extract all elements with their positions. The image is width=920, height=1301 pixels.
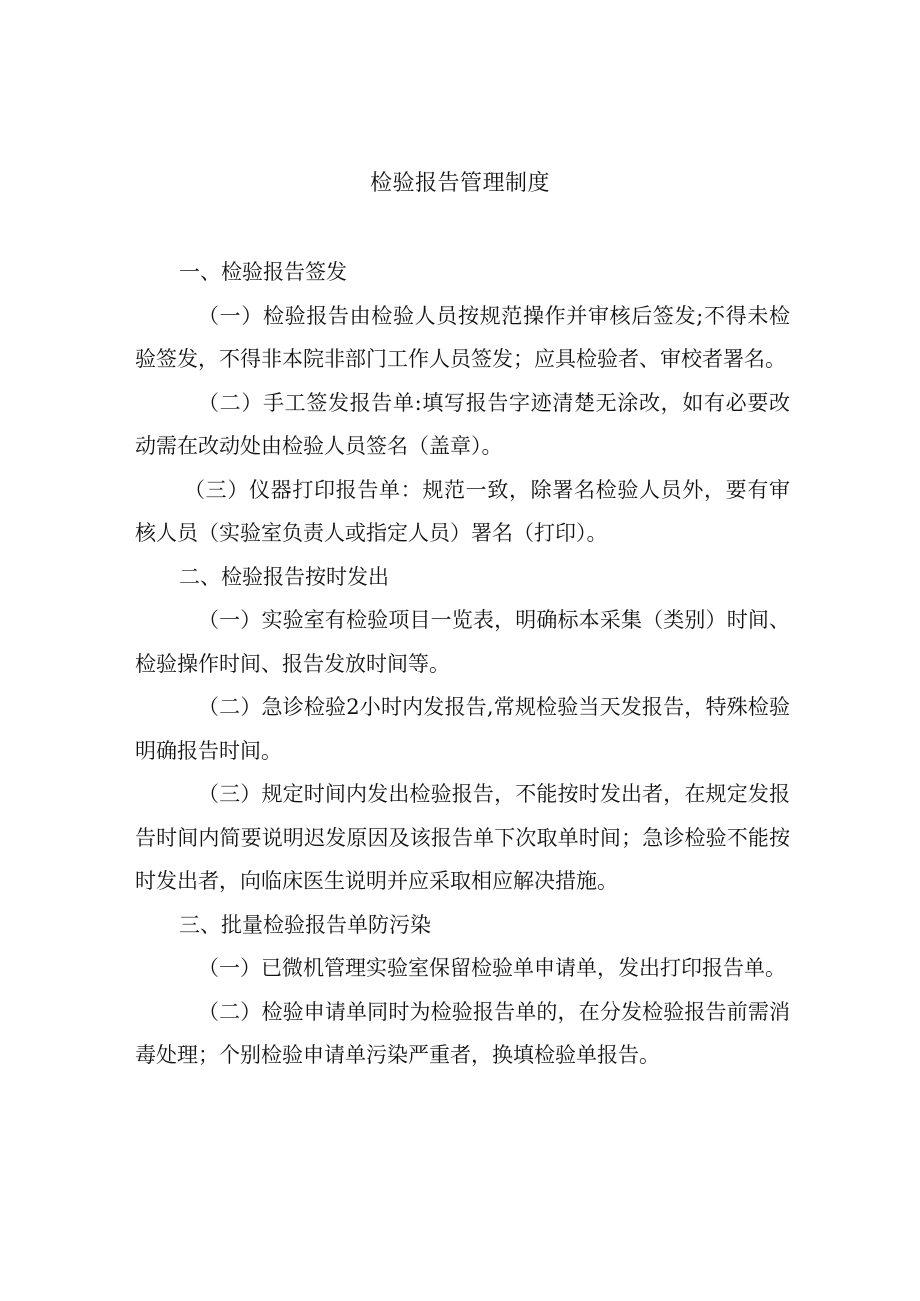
paragraph-1-1: （一）检验报告由检验人员按规范操作并审核后签发;不得未检验签发，不得非本院非部门工作人员签发；应具检验者、审校者署名。 — [135, 303, 790, 371]
paragraph-1-3: （三）仪器打印报告单：规范一致，除署名检验人员外，要有审核人员（实验室负责人或指定人员）署名（打印）。 — [135, 477, 790, 545]
document-title: 检验报告管理制度 — [369, 171, 550, 196]
paragraph-3-2: （二）检验申请单同时为检验报告单的，在分发检验报告前需消毒处理；个别检验申请单污染严重者，换填检验单报告。 — [135, 999, 790, 1067]
paragraph-2-2: （二）急诊检验2小时内发报告,常规检验当天发报告，特殊检验明确报告时间。 — [135, 695, 790, 763]
section-heading-3: 三、批量检验报告单防污染 — [179, 912, 431, 937]
paragraph-3-1: （一）已微机管理实验室保留检验单申请单，发出打印报告单。 — [198, 956, 786, 980]
section-heading-2: 二、检验报告按时发出 — [179, 564, 389, 589]
paragraph-2-1: （一）实验室有检验项目一览表，明确标本采集（类别）时间、检验操作时间、报告发放时间等。 — [135, 608, 790, 676]
document-body — [135, 251, 790, 1078]
section-heading-1: 一、检验报告签发 — [179, 260, 347, 284]
paragraph-1-2: （二）手工签发报告单:填写报告字迹清楚无涂改，如有必要改动需在改动处由检验人员签名（盖章）。 — [135, 390, 790, 458]
paragraph-2-3: （三）规定时间内发出检验报告，不能按时发出者，在规定发报告时间内简要说明迟发原因及该报告单下次取单时间；急诊检验不能按时发出者，向临床医生说明并应采取相应解决措施。 — [135, 782, 790, 893]
